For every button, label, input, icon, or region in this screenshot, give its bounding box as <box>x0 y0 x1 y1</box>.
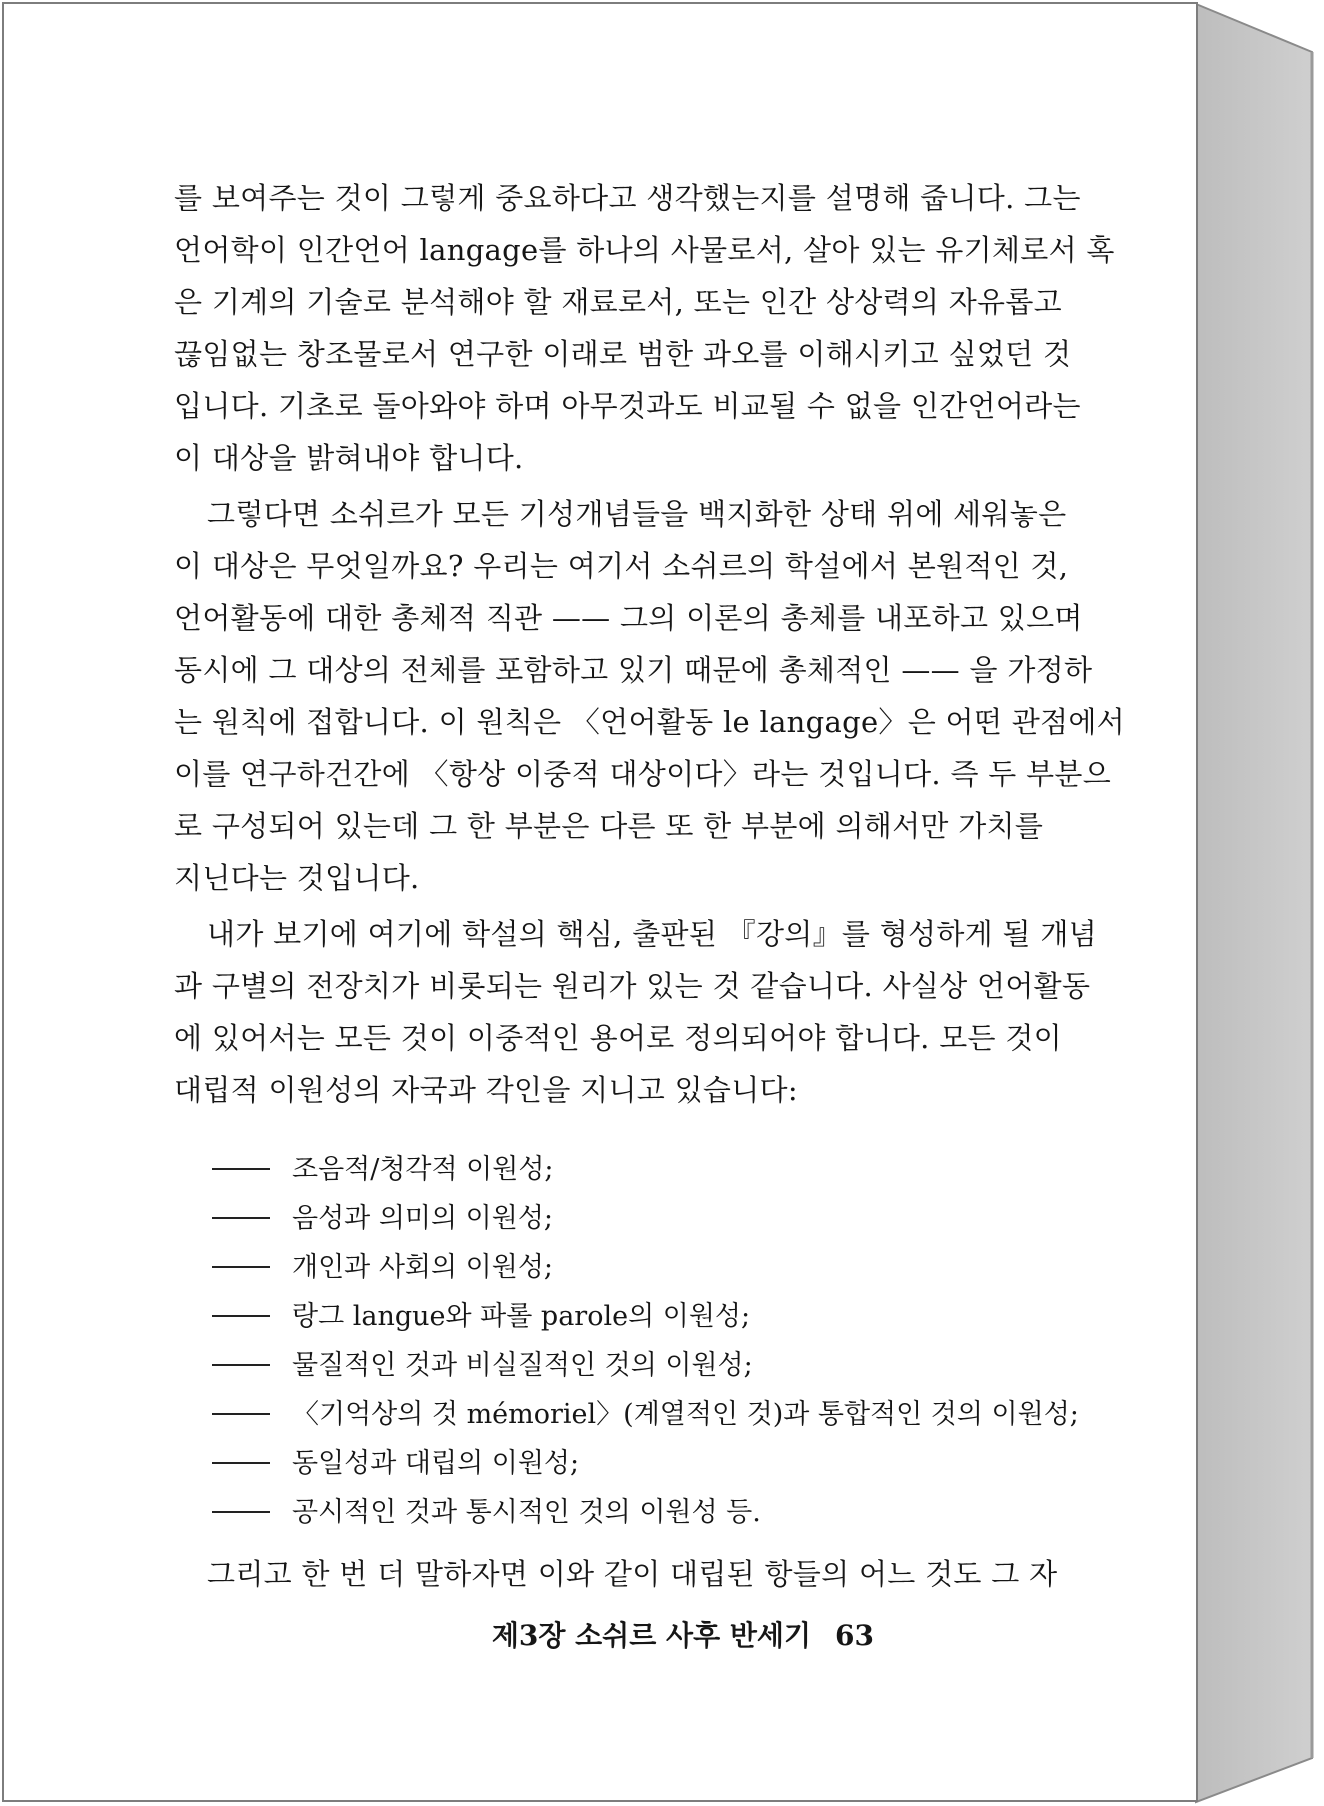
em-dash-mark <box>212 1246 270 1290</box>
em-dash-mark <box>212 1442 270 1486</box>
running-footer <box>492 1616 874 1656</box>
list-item <box>212 1393 1079 1437</box>
paragraph-start: 내가 보기에 여기에 학설의 핵심, 출판된 『강의』를 형성하게 될 개념 <box>207 917 1097 951</box>
body-line: 언어학이 인간언어 langage를 하나의 사물로서, 살아 있는 유기체로서 혹 <box>174 233 1115 267</box>
body-line: 동시에 그 대상의 전체를 포함하고 있기 때문에 총체적인 —— 을 가정하 <box>174 653 1093 687</box>
body-line: 대립적 이원성의 자국과 각인을 지니고 있습니다: <box>174 1073 798 1107</box>
paragraph-start: 그리고 한 번 더 말하자면 이와 같이 대립된 항들의 어느 것도 그 자 <box>207 1557 1058 1591</box>
body-line: 과 구별의 전장치가 비롯되는 원리가 있는 것 같습니다. 사실상 언어활동 <box>174 969 1091 1003</box>
body-line: 입니다. 기초로 돌아와야 하며 아무것과도 비교될 수 없을 인간언어라는 <box>174 389 1081 423</box>
body-line: 는 원칙에 접합니다. 이 원칙은 〈언어활동 le langage〉은 어떤 관점에서 <box>174 705 1125 739</box>
page-number: 63 <box>835 1619 874 1652</box>
book-page <box>2 2 1198 1802</box>
list-item <box>212 1295 750 1339</box>
em-dash-mark <box>212 1295 270 1339</box>
list-item <box>212 1344 753 1388</box>
chapter-title: 제3장 소쉬르 사후 반세기 <box>491 1619 812 1652</box>
body-line: 언어활동에 대한 총체적 직관 —— 그의 이론의 총체를 내포하고 있으며 <box>174 601 1083 635</box>
body-line: 끊임없는 창조물로서 연구한 이래로 범한 과오를 이해시키고 싶었던 것 <box>174 337 1072 371</box>
list-item-text: 동일성과 대립의 이원성; <box>292 1448 580 1479</box>
em-dash-mark <box>212 1148 270 1192</box>
list-item <box>212 1148 554 1192</box>
body-line: 은 기계의 기술로 분석해야 할 재료로서, 또는 인간 상상력의 자유롭고 <box>174 285 1062 319</box>
list-item <box>212 1197 553 1241</box>
em-dash-mark <box>212 1344 270 1388</box>
list-item-text: 조음적/청각적 이원성; <box>292 1154 554 1185</box>
list-item-text: 음성과 의미의 이원성; <box>292 1203 553 1234</box>
body-line: 로 구성되어 있는데 그 한 부분은 다른 또 한 부분에 의해서만 가치를 <box>174 809 1044 843</box>
list-item-text: 개인과 사회의 이원성; <box>292 1252 553 1283</box>
body-line: 이 대상은 무엇일까요? 우리는 여기서 소쉬르의 학설에서 본원적인 것, <box>174 549 1069 583</box>
list-item-text: 랑그 langue와 파롤 parole의 이원성; <box>292 1301 751 1332</box>
body-line: 에 있어서는 모든 것이 이중적인 용어로 정의되어야 합니다. 모든 것이 <box>174 1021 1062 1055</box>
em-dash-mark <box>212 1393 270 1437</box>
em-dash-mark <box>212 1491 270 1535</box>
list-item <box>212 1246 553 1290</box>
list-item <box>212 1442 579 1486</box>
body-line: 이 대상을 밝혀내야 합니다. <box>174 441 524 475</box>
paragraph-start: 그렇다면 소쉬르가 모든 기성개념들을 백지화한 상태 위에 세워놓은 <box>207 497 1067 531</box>
body-line: 지닌다는 것입니다. <box>174 861 420 895</box>
list-item-text: 물질적인 것과 비실질적인 것의 이원성; <box>292 1350 753 1381</box>
list-item-text: 공시적인 것과 통시적인 것의 이원성 등. <box>292 1497 761 1528</box>
list-item-text: 〈기억상의 것 mémoriel〉(계열적인 것)과 통합적인 것의 이원성; <box>292 1399 1079 1430</box>
body-line: 이를 연구하건간에 〈항상 이중적 대상이다〉라는 것입니다. 즉 두 부분으 <box>174 757 1112 791</box>
list-item <box>212 1491 761 1535</box>
body-line: 를 보여주는 것이 그렇게 중요하다고 생각했는지를 설명해 줍니다. 그는 <box>174 181 1081 215</box>
em-dash-mark <box>212 1197 270 1241</box>
